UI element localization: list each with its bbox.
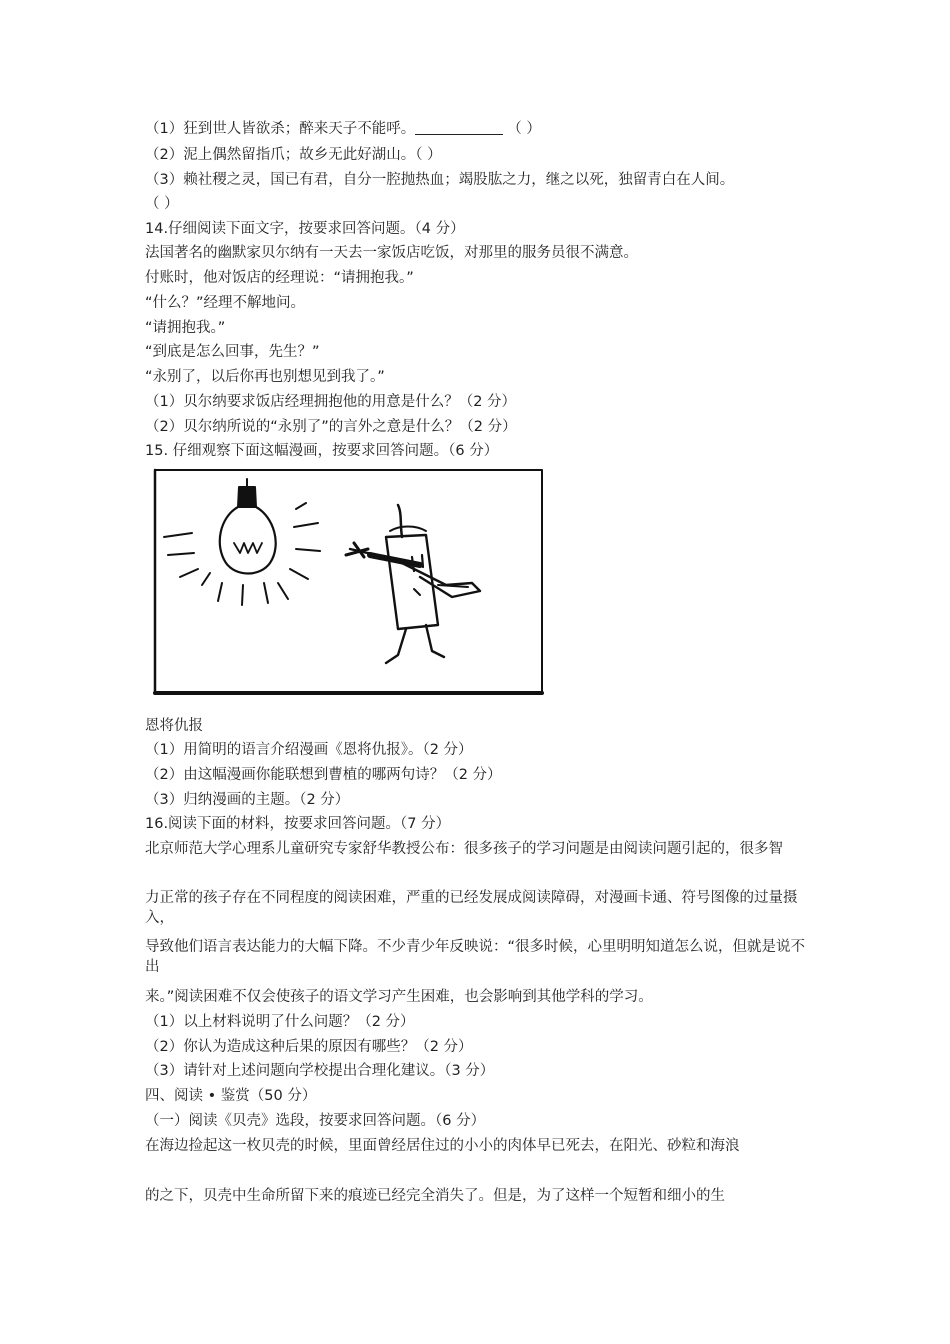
shell-passage-line: 在海边捡起这一枚贝壳的时候，里面曾经居住过的小小的肉体早已死去，在阳光、砂粒和海浪 xyxy=(145,1138,740,1154)
question-14-heading: 14.仔细阅读下面文字，按要求回答问题。（4 分） xyxy=(145,221,465,237)
q14-passage-line: 付账时，他对饭店的经理说：“请拥抱我。” xyxy=(145,270,414,286)
candle-figure-drawing xyxy=(346,505,480,663)
q14-sub-question: （1）贝尔纳要求饭店经理拥抱他的用意是什么？（2 分） xyxy=(145,394,517,410)
q16-passage-line: 力正常的孩子存在不同程度的阅读困难，严重的已经发展成阅读障碍，对漫画卡通、符号图像的过量摄入， xyxy=(145,890,798,926)
q14-passage-line: “什么？”经理不解地问。 xyxy=(145,295,306,311)
q14-passage-line: “请拥抱我。” xyxy=(145,320,226,336)
shell-passage-line: 的之下，贝壳中生命所留下来的痕迹已经完全消失了。但是，为了这样一个短暂和细小的生 xyxy=(145,1188,725,1204)
light-bulb-drawing xyxy=(164,479,320,605)
cartoon-illustration xyxy=(150,465,560,705)
cartoon-caption: 恩将仇报 xyxy=(145,718,203,734)
q14-passage-line: “到底是怎么回事，先生？” xyxy=(145,344,320,360)
section-4-heading: 四、阅读 • 鉴赏（50 分） xyxy=(145,1088,317,1104)
q16-sub-question: （3）请针对上述问题向学校提出合理化建议。（3 分） xyxy=(145,1063,495,1079)
q13-item-3-paren: （ ） xyxy=(145,196,179,212)
q13-item-1 xyxy=(145,119,541,139)
q16-passage-line: 导致他们语言表达能力的大幅下降。不少青少年反映说：“很多时候，心里明明知道怎么说，但就是说不出 xyxy=(145,939,806,975)
question-16-heading: 16.阅读下面的材料，按要求回答问题。（7 分） xyxy=(145,816,451,832)
q15-sub-question: （1）用简明的语言介绍漫画《恩将仇报》。（2 分） xyxy=(145,742,473,758)
q13-item-3: （3）赖社稷之灵，国已有君，自分一腔抛热血；竭股肱之力，继之以死，独留青白在人间。 xyxy=(145,172,735,188)
q16-passage-line: 来。”阅读困难不仅会使孩子的语文学习产生困难，也会影响到其他学科的学习。 xyxy=(145,989,653,1005)
q15-sub-question: （2）由这幅漫画你能联想到曹植的哪两句诗？（2 分） xyxy=(145,767,502,783)
q16-sub-question: （1）以上材料说明了什么问题？（2 分） xyxy=(145,1014,415,1030)
question-15-heading: 15. 仔细观察下面这幅漫画，按要求回答问题。（6 分） xyxy=(145,443,499,459)
q13-item-1-paren: （ ） xyxy=(507,121,541,137)
q14-passage-line: “永别了，以后你再也别想见到我了。” xyxy=(145,369,385,385)
q15-sub-question: （3）归纳漫画的主题。（2 分） xyxy=(145,792,350,808)
q13-item-2: （2）泥上偶然留指爪；故乡无此好湖山。（ ） xyxy=(145,147,442,163)
q14-sub-question: （2）贝尔纳所说的“永别了”的言外之意是什么？（2 分） xyxy=(145,419,517,435)
q16-sub-question: （2）你认为造成这种后果的原因有哪些？（2 分） xyxy=(145,1039,473,1055)
section-4-part-1-heading: （一）阅读《贝壳》选段，按要求回答问题。（6 分） xyxy=(145,1113,486,1129)
q14-passage-line: 法国著名的幽默家贝尔纳有一天去一家饭店吃饭，对那里的服务员很不满意。 xyxy=(145,245,638,261)
q13-item-1-text: （1）狂到世人皆欲杀；醉来天子不能呼。 xyxy=(145,121,416,137)
q16-passage-line: 北京师范大学心理系儿童研究专家舒华教授公布：很多孩子的学习问题是由阅读问题引起的，很多智 xyxy=(145,841,783,857)
answer-blank[interactable] xyxy=(415,120,503,135)
